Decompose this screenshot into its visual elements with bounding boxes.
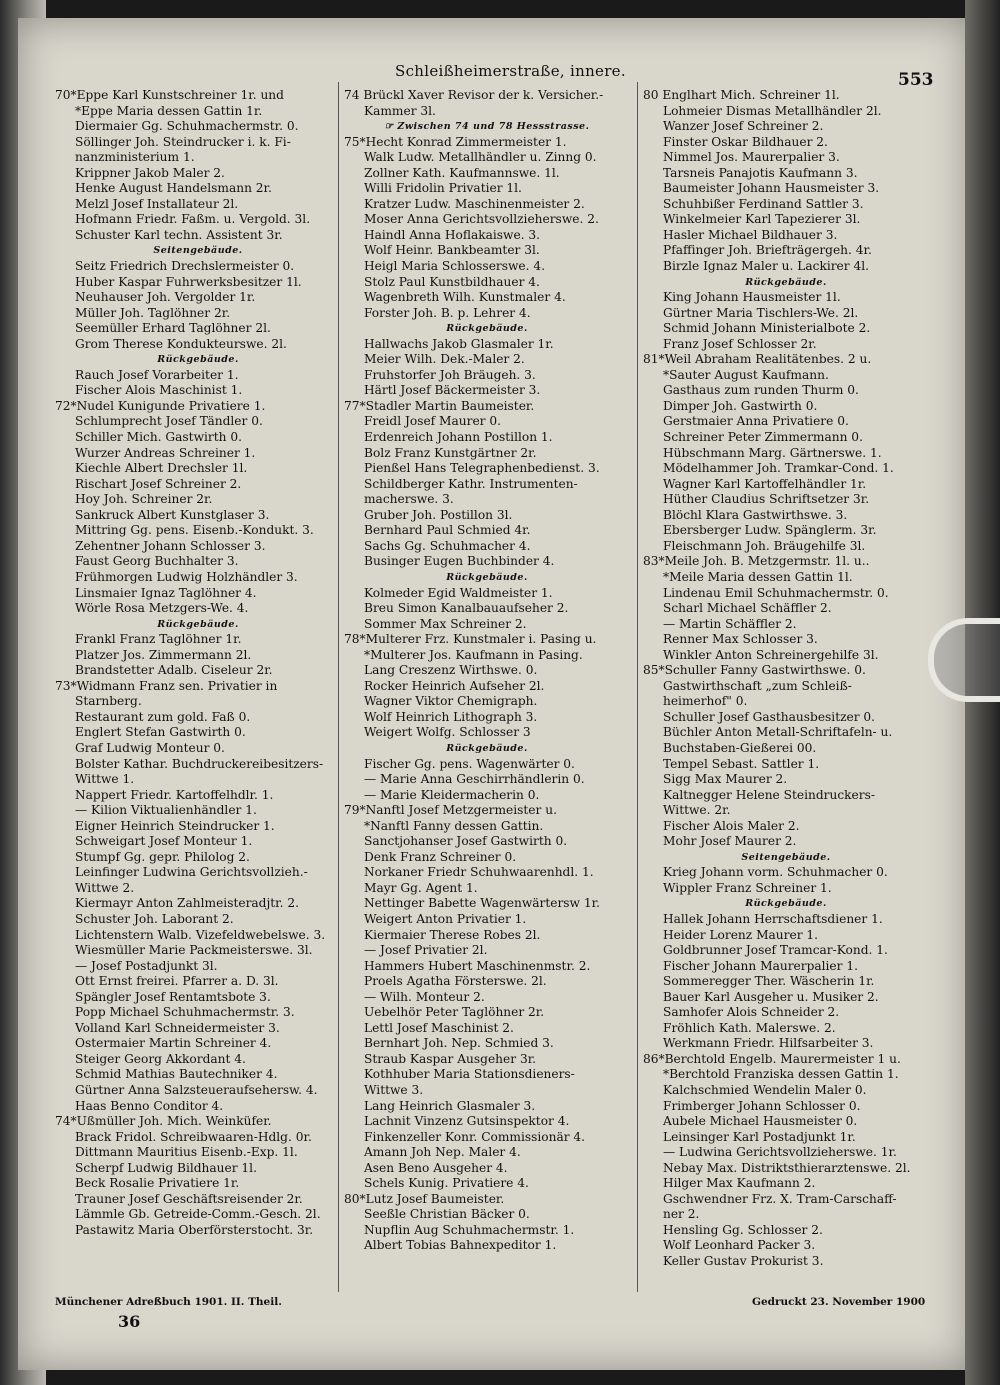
directory-entry: Volland Karl Schneidermeister 3.: [75, 1020, 280, 1035]
directory-entry: Seitz Friedrich Drechslermeister 0.: [75, 259, 295, 274]
directory-entry: Weigert Anton Privatier 1.: [364, 911, 527, 926]
directory-entry: Winkelmeier Karl Tapezierer 3l.: [663, 212, 861, 227]
directory-entry: Schuster Karl techn. Assistent 3r.: [75, 227, 283, 242]
directory-entry: Faust Georg Buchhalter 3.: [75, 554, 239, 569]
directory-entry: Melzl Josef Installateur 2l.: [75, 196, 239, 211]
directory-entry: Gruber Joh. Postillon 3l.: [364, 507, 513, 522]
directory-entry: Pastawitz Maria Oberförsterstocht. 3r.: [75, 1222, 314, 1237]
directory-entry: Starnberg.: [75, 694, 142, 709]
directory-entry: Neuhauser Joh. Vergolder 1r.: [75, 290, 256, 305]
directory-entry: Krieg Johann vorm. Schuhmacher 0.: [663, 865, 888, 880]
directory-entry: Finkenzeller Konr. Commissionär 4.: [364, 1129, 586, 1144]
directory-entry: Fröhlich Kath. Malerswe. 2.: [663, 1020, 836, 1035]
directory-entry: Nappert Friedr. Kartoffelhdlr. 1.: [75, 787, 274, 802]
section-heading: Rückgebäude.: [157, 618, 239, 630]
directory-entry: Lang Heinrich Glasmaler 3.: [364, 1098, 536, 1113]
directory-entry: Ostermaier Martin Schreiner 4.: [75, 1036, 272, 1051]
directory-entry: 86*Berchtold Engelb. Maurermeister 1 u.: [643, 1051, 901, 1066]
directory-entry: Henke August Handelsmann 2r.: [75, 181, 272, 196]
directory-entry: Lämmle Gb. Getreide-Comm.-Gesch. 2l.: [75, 1207, 321, 1222]
directory-column-3: [643, 88, 929, 1270]
directory-entry: Moser Anna Gerichtsvollzieherswe. 2.: [364, 212, 599, 227]
directory-entry: Bolster Kathar. Buchdruckereibesitzers-: [75, 756, 324, 771]
directory-entry: Scharl Michael Schäffler 2.: [663, 601, 832, 616]
directory-entry: Gürtner Maria Tischlers-We. 2l.: [663, 305, 859, 320]
directory-entry: *Nanftl Fanny dessen Gattin.: [364, 818, 544, 833]
directory-entry: Gastwirthschaft „zum Schleiß-: [663, 678, 852, 693]
directory-entry: ner 2.: [663, 1207, 700, 1222]
directory-entry: Haindl Anna Hoflakaiswe. 3.: [364, 227, 541, 242]
directory-entry: — Ludwina Gerichtsvollzieherswe. 1r.: [663, 1145, 897, 1160]
directory-entry: Brandstetter Adalb. Ciseleur 2r.: [75, 663, 273, 678]
directory-entry: Schels Kunig. Privatiere 4.: [364, 1176, 529, 1191]
directory-entry: Dimper Joh. Gastwirth 0.: [663, 398, 818, 413]
directory-entry: Lang Creszenz Wirthswe. 0.: [364, 663, 538, 678]
directory-entry: *Berchtold Franziska dessen Gattin 1.: [663, 1067, 899, 1082]
directory-entry: Hallwachs Jakob Glasmaler 1r.: [364, 336, 554, 351]
directory-entry: Bauer Karl Ausgeher u. Musiker 2.: [663, 989, 879, 1004]
directory-entry: Kothhuber Maria Stationsdieners-: [364, 1067, 575, 1082]
directory-entry: Stolz Paul Kunstbildhauer 4.: [364, 274, 540, 289]
directory-entry: Breu Simon Kanalbauaufseher 2.: [364, 601, 569, 616]
directory-entry: Lettl Josef Maschinist 2.: [364, 1020, 514, 1035]
directory-entry: — Josef Postadjunkt 3l.: [75, 958, 218, 973]
directory-entry: Gürtner Anna Salzsteueraufsehersw. 4.: [75, 1083, 318, 1097]
directory-entry: — Josef Privatier 2l.: [364, 943, 488, 958]
section-heading: Seitengebäude.: [741, 851, 831, 863]
directory-entry: *Sauter August Kaufmann.: [663, 367, 829, 382]
directory-entry: Seeßle Christian Bäcker 0.: [364, 1207, 530, 1222]
directory-entry: Härtl Josef Bäckermeister 3.: [364, 383, 541, 398]
directory-entry: Pienßel Hans Telegraphenbedienst. 3.: [364, 461, 600, 476]
section-heading: Rückgebäude.: [157, 354, 239, 366]
section-heading: Rückgebäude.: [745, 898, 827, 910]
directory-column-1: [55, 88, 341, 1238]
directory-entry: Haas Benno Conditor 4.: [75, 1098, 224, 1113]
footer-publication: Münchener Adreßbuch 1901. II. Theil.: [55, 1296, 282, 1308]
directory-entry: 74 Brückl Xaver Revisor der k. Versicher.-: [344, 88, 604, 102]
directory-entry: Fleischmann Joh. Bräugehilfe 3l.: [663, 538, 866, 553]
directory-entry: 80*Lutz Josef Baumeister.: [344, 1191, 505, 1206]
directory-entry: Baumeister Johann Hausmeister 3.: [663, 181, 880, 196]
directory-entry: Schuller Josef Gasthausbesitzer 0.: [663, 709, 876, 724]
directory-entry: macherswe. 3.: [364, 492, 454, 507]
directory-entry: Lohmeier Dismas Metallhändler 2l.: [663, 103, 882, 118]
directory-entry: Schmid Mathias Bautechniker 4.: [75, 1067, 278, 1082]
directory-entry: Erdenreich Johann Postillon 1.: [364, 430, 553, 445]
directory-entry: Proels Agatha Försterswe. 2l.: [364, 974, 547, 989]
directory-entry: Diermaier Gg. Schuhmachermstr. 0.: [75, 119, 299, 134]
directory-entry: Frühmorgen Ludwig Holzhändler 3.: [75, 569, 298, 584]
directory-entry: Forster Joh. B. p. Lehrer 4.: [364, 305, 531, 320]
directory-entry: Hoy Joh. Schreiner 2r.: [75, 492, 213, 507]
directory-entry: Hüther Claudius Schriftsetzer 3r.: [663, 492, 870, 507]
directory-entry: Wittwe. 2r.: [663, 803, 731, 818]
directory-entry: Schuhbißer Ferdinand Sattler 3.: [663, 196, 864, 211]
directory-entry: Norkaner Friedr Schuhwaarenhdl. 1.: [364, 865, 594, 880]
directory-entry: Ebersberger Ludw. Spänglerm. 3r.: [663, 523, 877, 538]
directory-entry: Nettinger Babette Wagenwärtersw 1r.: [364, 896, 600, 911]
directory-entry: Meier Wilh. Dek.-Maler 2.: [364, 352, 525, 367]
directory-entry: Walk Ludw. Metallhändler u. Zinng 0.: [364, 150, 597, 165]
directory-entry: Grom Therese Konduktеurswe. 2l.: [75, 336, 287, 351]
directory-entry: Huber Kaspar Fuhrwerksbesitzer 1l.: [75, 274, 302, 289]
page-number: 553: [898, 70, 934, 90]
directory-entry: Wolf Leonhard Packer 3.: [663, 1238, 816, 1253]
directory-entry: Tarsneis Panajotis Kaufmann 3.: [663, 165, 858, 180]
directory-entry: Blöchl Klara Gastwirthswe. 3.: [663, 507, 848, 522]
section-heading: Seitengebäude.: [153, 245, 243, 257]
directory-entry: Steiger Georg Akkordant 4.: [75, 1051, 246, 1066]
directory-entry: 74*Ußmüller Joh. Mich. Weinküfer.: [55, 1114, 272, 1129]
directory-entry: — Kilion Viktualienhändler 1.: [75, 803, 257, 818]
directory-entry: Zollner Kath. Kaufmannswe. 1l.: [364, 165, 560, 180]
directory-entry: Asen Beno Ausgeher 4.: [364, 1160, 508, 1175]
directory-entry: heimerhof" 0.: [663, 694, 748, 709]
directory-entry: Gschwendner Frz. X. Tram-Carschaff-: [663, 1191, 897, 1206]
directory-entry: Wittwe 1.: [75, 772, 135, 787]
directory-entry: Bernhart Joh. Nep. Schmied 3.: [364, 1036, 554, 1051]
directory-entry: Uebelhör Peter Taglöhner 2r.: [364, 1005, 545, 1020]
directory-entry: Schweigart Josef Monteur 1.: [75, 834, 253, 849]
directory-entry: Büchler Anton Metall-Schriftafeln- u.: [663, 725, 893, 740]
directory-entry: Kratzer Ludw. Maschinenmeister 2.: [364, 196, 585, 211]
section-heading: Rückgebäude.: [446, 742, 528, 754]
directory-entry: *Multerer Jos. Kaufmann in Pasing.: [364, 647, 583, 662]
footer-print-date: Gedruckt 23. November 1900: [752, 1296, 926, 1308]
directory-entry: Stumpf Gg. gepr. Philolog 2.: [75, 849, 250, 864]
directory-entry: Schlumprecht Josef Tändler 0.: [75, 414, 263, 429]
directory-entry: Graf Ludwig Monteur 0.: [75, 740, 225, 755]
directory-entry: Hammers Hubert Maschinenmstr. 2.: [364, 958, 591, 973]
directory-entry: Lichtenstern Walb. Vizefeldwebelswe. 3.: [75, 927, 326, 942]
directory-entry: Kolmeder Egid Waldmeister 1.: [364, 585, 553, 600]
directory-entry: Sigg Max Maurer 2.: [663, 772, 788, 787]
directory-entry: Keller Gustav Prokurist 3.: [663, 1254, 824, 1269]
directory-entry: Wolf Heinrich Lithograph 3.: [364, 709, 538, 724]
directory-entry: 78*Multerer Frz. Kunstmaler i. Pasing u.: [344, 632, 597, 647]
directory-entry: Hasler Michael Bildhauer 3.: [663, 227, 838, 242]
directory-entry: Mödelhammer Joh. Tramkar-Cond. 1.: [663, 461, 894, 476]
directory-column-2: [344, 88, 630, 1254]
directory-entry: Restaurant zum gold. Faß 0.: [75, 709, 251, 724]
directory-entry: Franz Josef Schlosser 2r.: [663, 336, 817, 351]
directory-entry: Wiesmüller Marie Packmeisterswe. 3l.: [75, 943, 313, 958]
directory-entry: — Wilh. Monteur 2.: [364, 989, 485, 1004]
directory-entry: Birzle Ignaz Maler u. Lackirer 4l.: [663, 259, 869, 274]
directory-entry: 79*Nanftl Josef Metzgermeister u.: [344, 803, 557, 818]
directory-entry: Sommer Max Schreiner 2.: [364, 616, 527, 631]
directory-entry: Bolz Franz Kunstgärtner 2r.: [364, 445, 537, 460]
directory-entry: Wippler Franz Schreiner 1.: [663, 880, 832, 895]
section-heading: ☞ Zwischen 74 und 78 Hessstrasse.: [384, 121, 590, 133]
directory-entry: Sachs Gg. Schuhmacher 4.: [364, 538, 531, 553]
directory-entry: Mayr Gg. Agent 1.: [364, 880, 478, 895]
directory-entry: Heider Lorenz Maurer 1.: [663, 927, 819, 942]
directory-entry: 70*Eppe Karl Kunstschreiner 1r. und: [55, 88, 284, 102]
directory-entry: Schiller Mich. Gastwirth 0.: [75, 430, 242, 445]
directory-entry: Fischer Gg. pens. Wagenwärter 0.: [364, 756, 575, 771]
directory-entry: Straub Kaspar Ausgeher 3r.: [364, 1051, 537, 1066]
directory-entry: Linsmaier Ignaz Taglöhner 4.: [75, 585, 257, 600]
directory-entry: Winkler Anton Schreinergehilfe 3l.: [663, 647, 879, 662]
directory-entry: Spängler Josef Rentamtsbote 3.: [75, 989, 271, 1004]
directory-entry: Englert Stefan Gastwirth 0.: [75, 725, 246, 740]
footer-sheet-number: 36: [118, 1312, 141, 1331]
directory-entry: Beck Rosalie Privatiere 1r.: [75, 1176, 240, 1191]
directory-entry: nanzministerium 1.: [75, 150, 195, 165]
directory-entry: Samhofer Alois Schneider 2.: [663, 1005, 840, 1020]
directory-entry: Wagner Viktor Chemigraph.: [364, 694, 538, 709]
directory-entry: Wagenbreth Wilh. Kunstmaler 4.: [364, 290, 566, 305]
directory-entry: Kaltnegger Helene Steindruckers-: [663, 787, 875, 802]
directory-entry: Kalchschmied Wendelin Maler 0.: [663, 1083, 867, 1097]
directory-entry: Sankruck Albert Kunstglaser 3.: [75, 507, 270, 522]
directory-entry: 77*Stadler Martin Baumeister.: [344, 398, 535, 413]
directory-entry: 85*Schuller Fanny Gastwirthswe. 0.: [643, 663, 866, 678]
directory-entry: — Marie Anna Geschirrhändlerin 0.: [364, 772, 585, 787]
directory-entry: Rischart Josef Schreiner 2.: [75, 476, 242, 491]
directory-entry: Kiechle Albert Drechsler 1l.: [75, 461, 248, 476]
directory-entry: Wurzer Andreas Schreiner 1.: [75, 445, 256, 460]
directory-entry: Albert Tobias Bahnexpeditor 1.: [364, 1238, 557, 1253]
directory-entry: Wörle Rosa Metzgers-We. 4.: [75, 601, 249, 616]
directory-entry: Wanzer Josef Schreiner 2.: [663, 119, 824, 134]
directory-entry: Goldbrunner Josef Tramcar-Kond. 1.: [663, 943, 888, 958]
directory-entry: Fischer Alois Maler 2.: [663, 818, 800, 833]
directory-entry: Ott Ernst freireі. Pfarrer a. D. 3l.: [75, 974, 279, 989]
directory-entry: Sommeregger Ther. Wäscherin 1r.: [663, 974, 875, 989]
directory-entry: Kiermayr Anton Zahlmeisteradjtr. 2.: [75, 896, 300, 911]
directory-entry: Krippner Jakob Maler 2.: [75, 165, 225, 180]
directory-entry: Müller Joh. Taglöhner 2r.: [75, 305, 231, 320]
directory-entry: Hübschmann Marg. Gärtnerswe. 1.: [663, 445, 882, 460]
directory-entry: Leinfinger Ludwina Gerichtsvollzieh.-: [75, 865, 308, 880]
directory-entry: Bernhard Paul Schmied 4r.: [364, 523, 531, 538]
directory-entry: Schuster Joh. Laborant 2.: [75, 911, 234, 926]
directory-entry: Popp Michael Schuhmachermstr. 3.: [75, 1005, 295, 1020]
directory-entry: Zehentner Johann Schlosser 3.: [75, 538, 266, 553]
directory-entry: Schmid Johann Ministerialbote 2.: [663, 321, 871, 336]
directory-entry: Tempel Sebast. Sattler 1.: [663, 756, 820, 771]
directory-entry: Mittring Gg. pens. Eisenb.-Kondukt. 3.: [75, 523, 314, 538]
directory-entry: Weigert Wolfg. Schlosser 3: [364, 725, 531, 740]
directory-entry: Seemüller Erhard Taglöhner 2l.: [75, 321, 271, 336]
directory-entry: Wittwe 3.: [364, 1083, 424, 1097]
directory-entry: Freidl Josef Maurer 0.: [364, 414, 502, 429]
directory-entry: Brack Fridol. Schreibwaaren-Hdlg. 0r.: [75, 1129, 312, 1144]
directory-entry: Hensling Gg. Schlosser 2.: [663, 1222, 823, 1237]
directory-entry: King Johann Hausmeister 1l.: [663, 290, 841, 305]
directory-entry: Frankl Franz Taglöhner 1r.: [75, 632, 242, 647]
directory-entry: Lachnit Vinzenz Gutsinspektor 4.: [364, 1114, 570, 1129]
directory-entry: Lindenau Emil Schuhmachermstr. 0.: [663, 585, 889, 600]
directory-entry: Nebay Max. Distriktsthierarztenswe. 2l.: [663, 1160, 911, 1175]
directory-entry: Platzer Jos. Zimmermann 2l.: [75, 647, 252, 662]
directory-entry: Kammer 3l.: [364, 103, 436, 118]
directory-entry: — Martin Schäffler 2.: [663, 616, 797, 631]
directory-entry: Denk Franz Schreiner 0.: [364, 849, 517, 864]
directory-entry: Trauner Josef Geschäftsreisender 2r.: [75, 1191, 303, 1206]
directory-entry: Willi Fridolin Privatier 1l.: [364, 181, 522, 196]
section-heading: Rückgebäude.: [446, 323, 528, 335]
directory-entry: Amann Joh Nep. Maler 4.: [364, 1145, 521, 1160]
directory-entry: 73*Widmann Franz sen. Privatier in: [55, 678, 278, 693]
directory-entry: 83*Meile Joh. B. Metzgermstr. 1l. u..: [643, 554, 870, 569]
directory-entry: Hofmann Friedr. Faßm. u. Vergold. 3l.: [75, 212, 311, 227]
directory-entry: Söllinger Joh. Steindrucker i. k. Fi-: [75, 134, 291, 149]
street-header: Schleißheimerstraße, innere.: [395, 62, 626, 80]
directory-entry: Gerstmaier Anna Privatiere 0.: [663, 414, 849, 429]
directory-entry: 81*Weil Abraham Realitätenbes. 2 u.: [643, 352, 872, 367]
directory-entry: Aubele Michael Hausmeister 0.: [663, 1114, 858, 1129]
directory-entry: Fruhstorfer Joh Bräugeh. 3.: [364, 367, 536, 382]
directory-entry: Finster Oskar Bildhauer 2.: [663, 134, 828, 149]
directory-entry: 80 Englhart Mich. Schreiner 1l.: [643, 88, 840, 102]
directory-entry: Rocker Heinrich Aufseher 2l.: [364, 678, 545, 693]
directory-entry: *Eppe Maria dessen Gattin 1r.: [75, 103, 263, 118]
directory-entry: Scherpf Ludwig Bildhauer 1l.: [75, 1160, 257, 1175]
directory-entry: Nupflin Aug Schuhmachermstr. 1.: [364, 1222, 575, 1237]
directory-entry: Sanctjohanser Josef Gastwirth 0.: [364, 834, 568, 849]
directory-entry: *Meile Maria dessen Gattin 1l.: [663, 569, 853, 584]
directory-entry: Hilger Max Kaufmann 2.: [663, 1176, 816, 1191]
directory-entry: — Marie Kleidermacherin 0.: [364, 787, 540, 802]
directory-entry: Wolf Heinr. Bankbeamter 3l.: [364, 243, 540, 258]
directory-entry: Rauch Josef Vorarbeiter 1.: [75, 367, 239, 382]
directory-entry: Wagner Karl Kartoffelhändler 1r.: [663, 476, 867, 491]
section-heading: Rückgebäude.: [745, 276, 827, 288]
directory-entry: Frimberger Johann Schlosser 0.: [663, 1098, 861, 1113]
directory-entry: Werkmann Friedr. Hilfsarbeiter 3.: [663, 1036, 874, 1051]
directory-entry: Fischer Johann Maurerpalier 1.: [663, 958, 858, 973]
directory-entry: Dittmann Mauritius Eisenb.-Exp. 1l.: [75, 1145, 298, 1160]
directory-entry: Kiermaier Therese Robes 2l.: [364, 927, 541, 942]
directory-entry: Nimmel Jos. Maurerpalier 3.: [663, 150, 840, 165]
directory-entry: Fischer Alois Maschinist 1.: [75, 383, 243, 398]
section-heading: Rückgebäude.: [446, 571, 528, 583]
directory-entry: Buchstaben-Gießerei 00.: [663, 740, 817, 755]
column-divider: [637, 82, 638, 1292]
directory-entry: Heigl Maria Schlosserswe. 4.: [364, 259, 546, 274]
directory-entry: Mohr Josef Maurer 2.: [663, 834, 797, 849]
directory-entry: Schildberger Kathr. Instrumenten-: [364, 476, 578, 491]
directory-entry: Businger Eugen Buchbinder 4.: [364, 554, 555, 569]
directory-entry: Renner Max Schlosser 3.: [663, 632, 818, 647]
directory-entry: 75*Hecht Konrad Zimmermeister 1.: [344, 134, 567, 149]
directory-entry: Pfaffinger Joh. Briefträgergeh. 4r.: [663, 243, 872, 258]
directory-entry: Leinsinger Karl Postadjunkt 1r.: [663, 1129, 856, 1144]
directory-entry: Gasthaus zum runden Thurm 0.: [663, 383, 859, 398]
directory-entry: 72*Nudel Kunigunde Privatiere 1.: [55, 398, 266, 413]
directory-entry: Eigner Heinrich Steindrucker 1.: [75, 818, 275, 833]
directory-entry: Hallek Johann Herrschaftsdiener 1.: [663, 911, 883, 926]
paper-clip-icon: [928, 618, 1000, 702]
directory-entry: Schreiner Peter Zimmermann 0.: [663, 430, 863, 445]
directory-entry: Wittwe 2.: [75, 880, 135, 895]
